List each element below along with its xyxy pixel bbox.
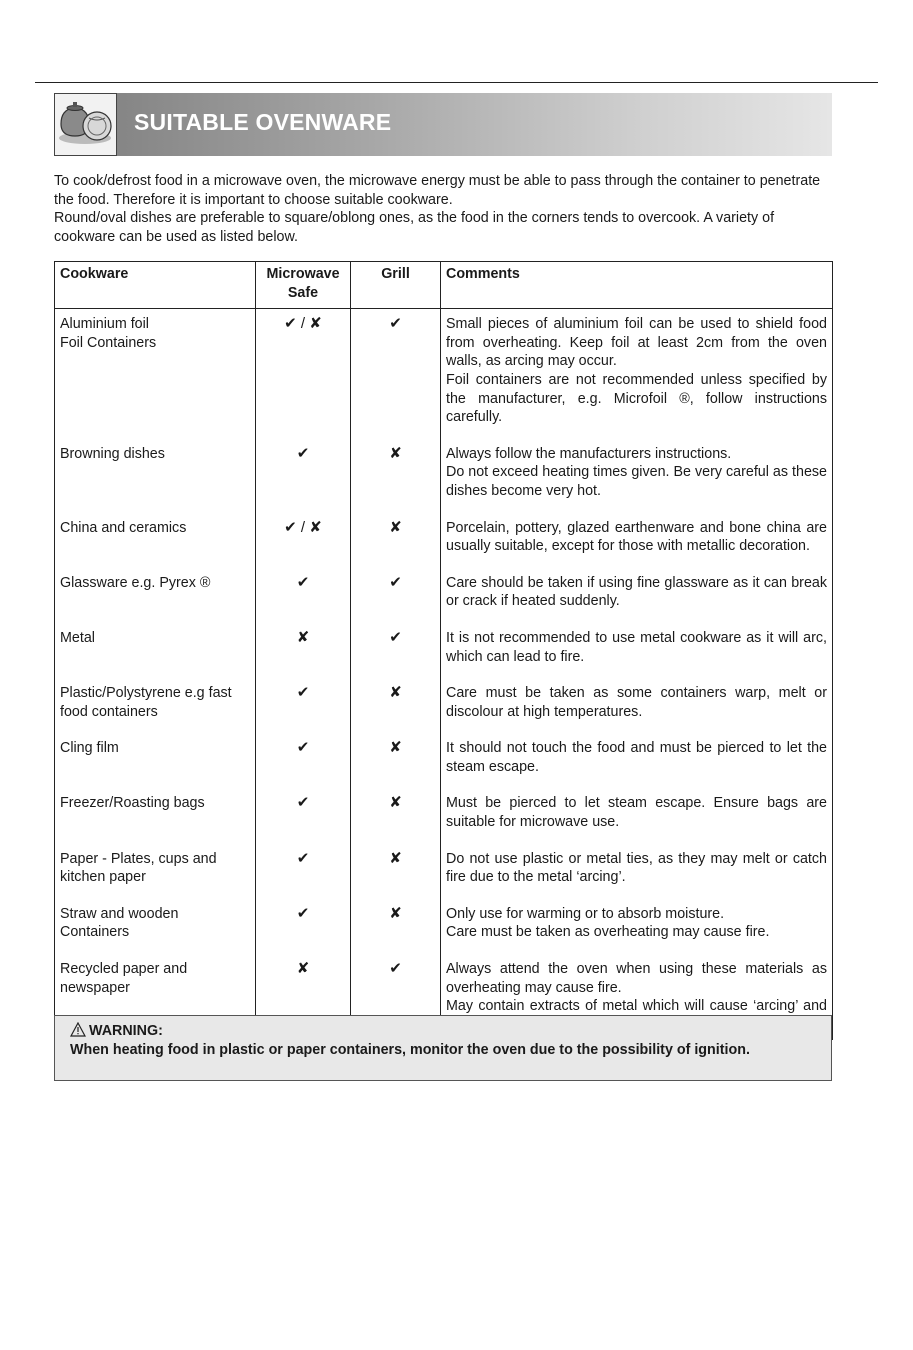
- grill-cell: ✘: [351, 786, 441, 841]
- table-row: [55, 437, 833, 511]
- comments-cell: Only use for warming or to absorb moisture. Care must be taken as overheating may cause fire.: [441, 897, 833, 952]
- table-row: [55, 842, 833, 897]
- cookware-cell: Plastic/Polystyrene e.g fast food containers: [55, 676, 256, 731]
- cookware-cell: Freezer/Roasting bags: [55, 786, 256, 841]
- table-row: [55, 676, 833, 731]
- intro-paragraph-2: Round/oval dishes are preferable to square/oblong ones, as the food in the corners tends to overcook. A variety of cookware can be used as listed below.: [54, 210, 775, 245]
- top-rule: [35, 82, 878, 83]
- comments-cell: Must be pierced to let steam escape. Ensure bags are suitable for microwave use.: [441, 786, 833, 841]
- cookware-cell: Aluminium foil Foil Containers: [55, 309, 256, 437]
- table-row: [55, 309, 833, 437]
- warning-box: [54, 1015, 832, 1081]
- table-header-row: [55, 262, 833, 309]
- table-row: [55, 786, 833, 841]
- cookware-cell: Metal: [55, 621, 256, 676]
- warning-text: When heating food in plastic or paper containers, monitor the oven due to the possibility of ignition.: [70, 1042, 750, 1058]
- cookware-cell: Straw and wooden Containers: [55, 897, 256, 952]
- microwave-safe-cell: ✔ / ✘: [256, 511, 351, 566]
- cookware-cell: China and ceramics: [55, 511, 256, 566]
- grill-cell: ✔: [351, 952, 441, 1040]
- microwave-safe-cell: ✔ / ✘: [256, 309, 351, 437]
- microwave-safe-cell: ✔: [256, 437, 351, 511]
- table-row: [55, 897, 833, 952]
- grill-cell: ✘: [351, 731, 441, 786]
- comments-cell: It should not touch the food and must be pierced to let the steam escape.: [441, 731, 833, 786]
- comments-cell: It is not recommended to use metal cookware as it will arc, which can lead to fire.: [441, 621, 833, 676]
- table-row: [55, 511, 833, 566]
- table-row: [55, 566, 833, 621]
- cookware-cell: Recycled paper and newspaper: [55, 952, 256, 1040]
- grill-cell: ✘: [351, 676, 441, 731]
- comments-cell: Always attend the oven when using these materials as overheating may cause fire. May contain extracts of metal which will cause ‘arcing’ and: [441, 952, 833, 1040]
- microwave-safe-cell: ✔: [256, 842, 351, 897]
- header-cookware: Cookware: [55, 262, 256, 309]
- grill-cell: ✔: [351, 621, 441, 676]
- grill-cell: ✘: [351, 897, 441, 952]
- microwave-safe-cell: ✘: [256, 621, 351, 676]
- table-row: [55, 621, 833, 676]
- cookware-cell: Glassware e.g. Pyrex ®: [55, 566, 256, 621]
- page-title: SUITABLE OVENWARE: [134, 109, 392, 135]
- comments-cell: Porcelain, pottery, glazed earthenware and bone china are usually suitable, except for those with metallic decoration.: [441, 511, 833, 566]
- cookware-cell: Paper - Plates, cups and kitchen paper: [55, 842, 256, 897]
- grill-cell: ✘: [351, 842, 441, 897]
- microwave-safe-cell: ✔: [256, 566, 351, 621]
- grill-cell: ✔: [351, 566, 441, 621]
- warning-label: WARNING:: [89, 1023, 163, 1039]
- comments-cell: Always follow the manufacturers instructions. Do not exceed heating times given. Be very careful as these dishes become very hot.: [441, 437, 833, 511]
- cookware-table: [54, 261, 833, 1040]
- comments-cell: Do not use plastic or metal ties, as they may melt or catch fire due to the metal ‘arcing’.: [441, 842, 833, 897]
- intro-paragraph-1: To cook/defrost food in a microwave oven, the microwave energy must be able to pass through the container to penetrate the food. Therefore it is important to choose suitable cookware.: [54, 173, 821, 208]
- microwave-safe-cell: ✔: [256, 731, 351, 786]
- grill-cell: ✘: [351, 511, 441, 566]
- microwave-safe-cell: ✔: [256, 676, 351, 731]
- grill-cell: ✘: [351, 437, 441, 511]
- grill-cell: ✔: [351, 309, 441, 437]
- warning-triangle-icon: [70, 1022, 86, 1041]
- cookware-cell: Browning dishes: [55, 437, 256, 511]
- comments-cell: Small pieces of aluminium foil can be used to shield food from overheating. Keep foil at least 2cm from the oven walls, as arcing may occur. Foil containers are not recommended unless specified by the manufacturer, e.g. Microfoil ®, follow instructions carefully.: [441, 309, 833, 437]
- header-comments: Comments: [441, 262, 833, 309]
- intro-text: [54, 172, 832, 246]
- warning-heading: [70, 1022, 163, 1041]
- comments-cell: Care must be taken as some containers warp, melt or discolour at high temperatures.: [441, 676, 833, 731]
- microwave-safe-cell: ✔: [256, 897, 351, 952]
- cookware-icon: [54, 93, 117, 156]
- table-row: [55, 731, 833, 786]
- comments-cell: Care should be taken if using fine glassware as it can break or crack if heated suddenly.: [441, 566, 833, 621]
- header-grill: Grill: [351, 262, 441, 309]
- microwave-safe-cell: ✔: [256, 786, 351, 841]
- microwave-safe-cell: ✘: [256, 952, 351, 1040]
- section-header: [54, 93, 832, 156]
- cookware-cell: Cling film: [55, 731, 256, 786]
- header-microwave-safe: Microwave Safe: [256, 262, 351, 309]
